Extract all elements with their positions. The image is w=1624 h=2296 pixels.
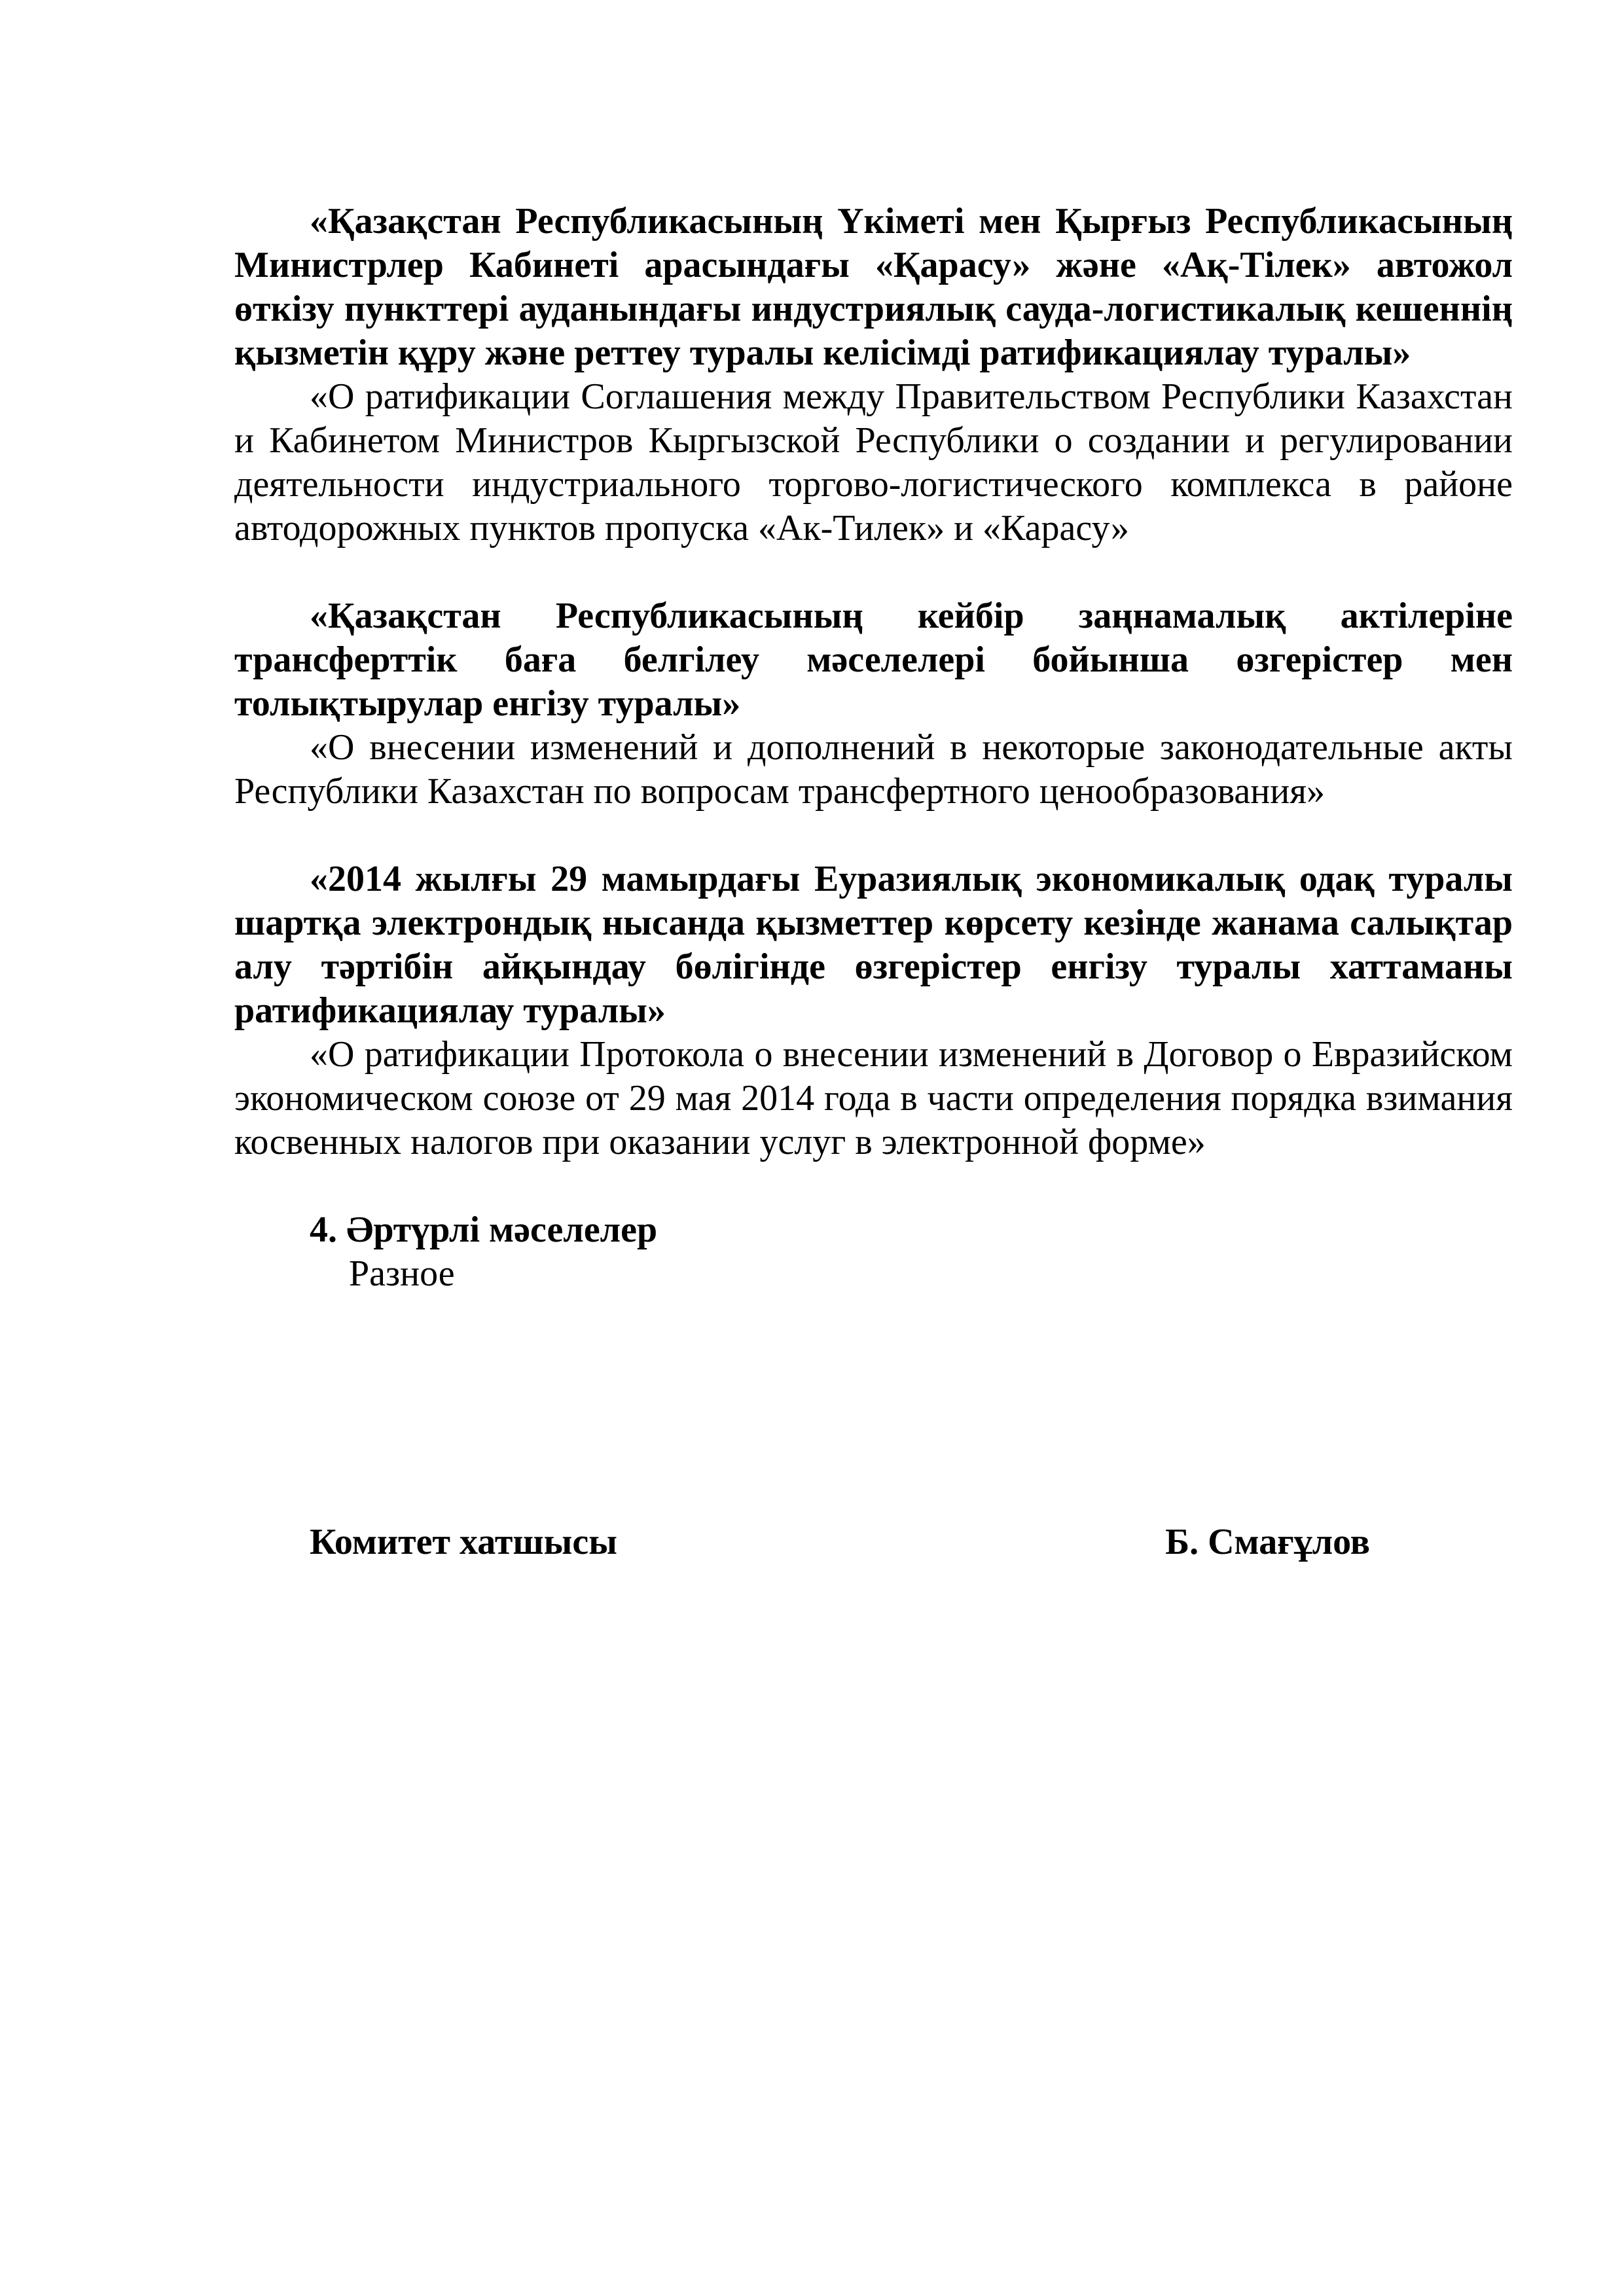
signature-block bbox=[310, 1520, 1370, 1564]
agenda-item-title-kz: «Қазақстан Республикасының кейбір заңнамалық актілеріне трансферттік баға белгілеу мәселелері бойынша өзгерістер мен толықтырулар енгізу туралы» bbox=[234, 596, 1513, 724]
agenda-item-title-kz: «Қазақстан Республикасының Үкіметі мен Қырғыз Республикасының Министрлер Кабинеті арасындағы «Қарасу» және «Ақ-Тілек» автожол өткізу пункттері ауданындағы индустриялық сауда-логистикалық кешеннің қызметін құру және реттеу туралы келісімді ратификациялау туралы» bbox=[234, 201, 1513, 373]
agenda-item-title-kz: «2014 жылғы 29 мамырдағы Еуразиялық экономикалық одақ туралы шартқа электрондық нысанда қызметтер көрсету кезінде жанама салықтар алу тәртібін айқындау бөлігінде өзгерістер енгізу туралы хаттаманы ратификациялау туралы» bbox=[234, 859, 1513, 1031]
section-4 bbox=[234, 1208, 1513, 1296]
section-4-heading: 4. Әртүрлі мәселелер bbox=[310, 1210, 658, 1250]
agenda-item-1 bbox=[234, 200, 1513, 550]
agenda-item-title-ru: «О внесении изменений и дополнений в некоторые законодательные акты Республики Казахстан по вопросам трансфертного ценообразования» bbox=[234, 727, 1513, 812]
document-body bbox=[234, 200, 1513, 1296]
signature-title: Комитет хатшысы bbox=[310, 1522, 617, 1562]
agenda-item-title-ru: «О ратификации Протокола о внесении изменений в Договор о Евразийском экономическом союзе от 29 мая 2014 года в части определения порядка взимания косвенных налогов при оказании услуг в электронной форме» bbox=[234, 1034, 1513, 1162]
agenda-item-title-ru: «О ратификации Соглашения между Правительством Республики Казахстан и Кабинетом Министров Кыргызской Республики о создании и регулировании деятельности индустриального торгово-логистического комплекса в районе автодорожных пунктов пропуска «Ак-Тилек» и «Карасу» bbox=[234, 376, 1513, 548]
section-4-subheading: Разное bbox=[349, 1253, 455, 1294]
agenda-item-2 bbox=[234, 594, 1513, 814]
signature-name: Б. Смағұлов bbox=[1165, 1522, 1370, 1562]
agenda-item-3 bbox=[234, 857, 1513, 1164]
